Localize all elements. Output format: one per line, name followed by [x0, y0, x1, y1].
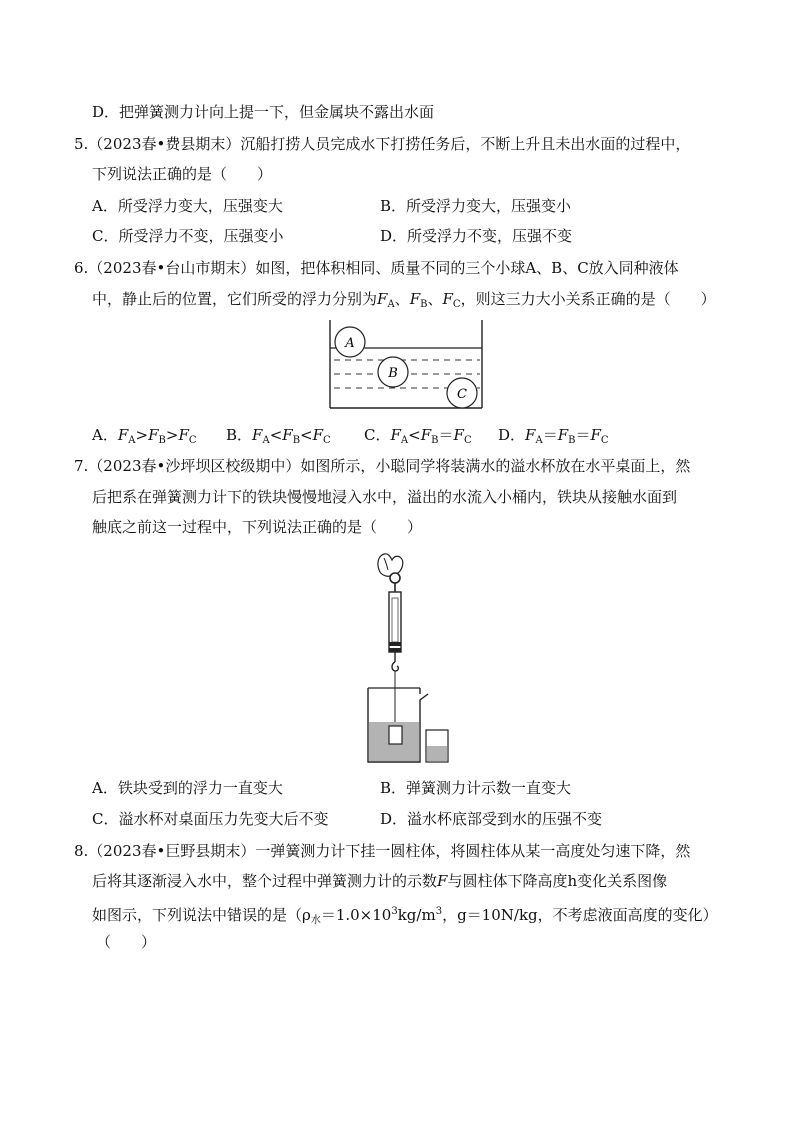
hand-icon	[378, 554, 403, 576]
iron-block	[389, 726, 402, 744]
q8-stem-line2: 后将其逐渐浸入水中，整个过程中弹簧测力计的示数F与圆柱体下降高度h变化关系图像	[92, 872, 668, 890]
q7-figure	[362, 550, 454, 766]
q6-option-c: C．$F_A<F_B=F_C$	[364, 426, 472, 446]
q6-option-a: A．$F_A>F_B>F_C$	[92, 426, 197, 446]
q5-stem-line1: 5.（2023春•费县期末）沉船打捞人员完成水下打捞任务后，不断上升且未出水面的过程中，	[74, 135, 691, 153]
q5-option-d: D．所受浮力不变，压强不变	[380, 227, 573, 245]
q8-stem-line3: 如图示，下列说法中错误的是（$\rho_水=1.0\times 10^3kg/m^3$，g＝10N/kg，不考虑液面高度的变化）	[92, 906, 718, 926]
q4-option-d: D．把弹簧测力计向上提一下，但金属块不露出水面	[92, 103, 435, 121]
q6-figure	[326, 318, 486, 412]
ball-a-label: A	[345, 336, 355, 351]
q5-option-c: C．所受浮力不变，压强变小	[92, 227, 284, 245]
q6-option-b: B．$F_A<F_B<F_C$	[226, 426, 331, 446]
q7-stem-line1: 7.（2023春•沙坪坝区校级期中）如图所示，小聪同学将装满水的溢水杯放在水平桌面上，然	[74, 457, 691, 475]
q7-stem-line3: 触底之前这一过程中，下列说法正确的是（ ）	[92, 518, 423, 536]
q7-option-c: C．溢水杯对桌面压力先变大后不变	[92, 810, 329, 828]
q7-stem-line2: 后把系在弹簧测力计下的铁块慢慢地浸入水中，溢出的水流入小桶内，铁块从接触水面到	[92, 488, 678, 506]
ball-b-label: B	[388, 366, 398, 381]
q7-option-a: A．铁块受到的浮力一直变大	[92, 779, 283, 797]
q5-option-b: B．所受浮力变大，压强变小	[380, 197, 572, 215]
q8-stem-line1: 8.（2023春•巨野县期末）一弹簧测力计下挂一圆柱体，将圆柱体从某一高度处匀速下降，然	[74, 842, 691, 860]
q6-stem-line2: 中，静止后的位置，它们所受的浮力分别为$F_A$、$F_B$、$F_C$，则这三力大小关系正确的是（ ）	[92, 290, 716, 310]
ball-c-label: C	[457, 387, 467, 402]
q7-option-b: B．弹簧测力计示数一直变大	[380, 779, 572, 797]
q6-option-d: D．$F_A=F_B=F_C$	[498, 426, 609, 446]
q8-stem-line4: （ ）	[96, 933, 157, 951]
q6-stem-line1: 6.（2023春•台山市期末）如图，把体积相同、质量不同的三个小球A、B、C放入同种液体	[74, 259, 679, 277]
q5-option-a: A．所受浮力变大，压强变大	[92, 197, 283, 215]
q7-option-d: D．溢水杯底部受到水的压强不变	[380, 810, 603, 828]
q5-stem-line2: 下列说法正确的是（ ）	[92, 165, 273, 183]
